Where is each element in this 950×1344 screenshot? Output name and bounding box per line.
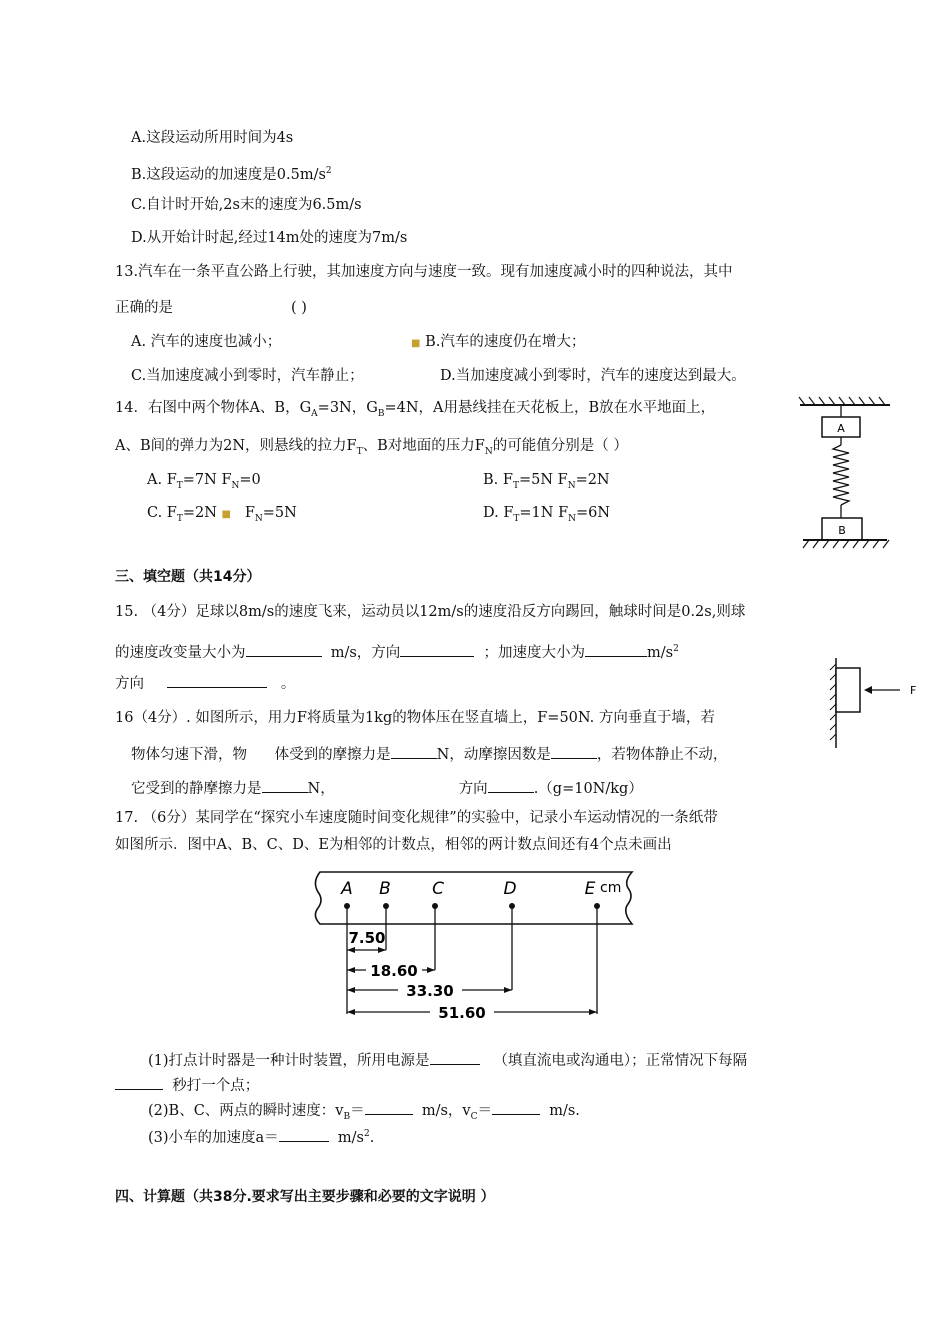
q16-line2: 物体匀速下滑，物 体受到的摩擦力是 N，动摩擦因数是 ，若物体静止不动，: [131, 744, 727, 765]
q16-blank-1[interactable]: [391, 744, 437, 759]
q13-option-a: A. 汽车的速度也减小；: [131, 334, 282, 350]
q15-line2: 的速度改变量大小为 m/s，方向 ；加速度大小为 $m/s^2$: [115, 639, 679, 663]
spring: [833, 445, 849, 505]
block-b-label: B: [838, 524, 846, 537]
section-3-title: 三、填空题（共14分）: [115, 569, 261, 585]
dim-label-ae: 51.60: [438, 1004, 486, 1020]
q16-blank-4[interactable]: [488, 778, 534, 793]
force-label: F: [910, 684, 917, 697]
q12-option-a: A.这段运动所用时间为4s: [131, 130, 294, 146]
q17-blank-4[interactable]: [492, 1100, 540, 1115]
tape-point-b-label: B: [379, 879, 391, 899]
q14-spring-figure: [795, 393, 895, 551]
q16-wall-figure: [822, 656, 924, 752]
q13-stem-line2: 正确的是 ( ): [115, 300, 307, 316]
q15-line1: 15. （4分）足球以8m/s的速度飞来，运动员以12m/s的速度沿反方向踢回，触球时间是0.2s,则球: [115, 604, 746, 620]
q13-option-c: C.当加速度减小到零时，汽车静止；: [131, 368, 364, 384]
q17-blank-3[interactable]: [365, 1100, 413, 1115]
tape-point-d-label: D: [503, 879, 517, 899]
tape-unit-label: cm: [600, 880, 622, 896]
q14-stem-line1: 14．右图中两个物体A、B，$G_A=3N$，$G_B=4N$，A用悬线挂在天花板上，B放在水平地面上，: [115, 400, 716, 419]
q15-line3: 方向 。: [115, 673, 295, 694]
q17-sub3: (3)小车的加速度$a= m/s^2$.: [148, 1124, 374, 1148]
q15-blank-2[interactable]: [400, 642, 474, 657]
q17-line1: 17. （6分）某同学在“探究小车速度随时间变化规律”的实验中，记录小车运动情况的一条纸带: [115, 810, 718, 826]
q16-line1: 16（4分）. 如图所示，用力F将质量为1kg的物体压在竖直墙上，F=50N. 方向垂直于墙，若: [115, 710, 715, 726]
q17-sub1-line1: (1)打点计时器是一种计时装置，所用电源是 （填直流电或沟通电）；正常情况下每隔: [148, 1050, 747, 1071]
q13-option-d: D.当加速度减小到零时，汽车的速度达到最大。: [440, 368, 746, 384]
q17-sub1-line2: 秒打一个点；: [115, 1075, 259, 1096]
paper-tape-figure: [310, 868, 640, 1020]
q17-line2: 如图所示．图中A、B、C、D、E为相邻的计数点，相邻的两计数点间还有4个点未画出: [115, 837, 672, 853]
q17-sub2: (2)B、C、两点的瞬时速度：$v_B= m/s$，$v_C= m/s$.: [148, 1100, 580, 1127]
q15-blank-1[interactable]: [246, 642, 322, 657]
tape-point-e-label: E: [584, 879, 596, 899]
q14-option-c: C. $F_T=2N$ ■ $F_N=5N$: [147, 505, 297, 524]
dim-label-ad: 33.30: [406, 982, 454, 1000]
q15-blank-3[interactable]: [585, 642, 647, 657]
q14-stem-line2: A、B间的弹力为2N，则悬线的拉力$F_T$、B对地面的压力$F_N$的可能值分别是（ ）: [115, 438, 628, 457]
q14-option-a: A. $F_T=7N$ $F_N=0$: [147, 472, 261, 491]
q15-blank-4[interactable]: [167, 673, 267, 688]
q17-blank-5[interactable]: [279, 1127, 329, 1142]
pressed-block: [836, 668, 860, 712]
dim-label-ac: 18.60: [370, 962, 418, 980]
q17-blank-2[interactable]: [115, 1075, 163, 1090]
q13-option-b: ■ B.汽车的速度仍在增大；: [411, 334, 586, 350]
q12-option-c: C.自计时开始,2s末的速度为6.5m/s: [131, 197, 362, 213]
q12-option-b: B.这段运动的加速度是$0.5m/s^2$: [131, 166, 332, 183]
tape-point-c-label: C: [432, 879, 444, 899]
q17-blank-1[interactable]: [430, 1050, 480, 1065]
q12-option-d: D.从开始计时起,经过14m处的速度为7m/s: [131, 230, 408, 246]
tape-point-a-label: A: [341, 879, 353, 899]
q16-line3: 它受到的静摩擦力是 N， 方向 .（g=10N/kg）: [131, 778, 643, 799]
q14-option-d: D. $F_T=1N$ $F_N=6N$: [483, 505, 611, 524]
q14-option-b: B. $F_T=5N$ $F_N=2N$: [483, 472, 610, 491]
q13-stem-line1: 13.汽车在一条平直公路上行驶，其加速度方向与速度一致。现有加速度减小时的四种说法，其中: [115, 264, 733, 280]
block-a-label: A: [837, 422, 845, 435]
q16-blank-3[interactable]: [262, 778, 308, 793]
q16-blank-2[interactable]: [551, 744, 597, 759]
section-4-title: 四、计算题（共38分.要求写出主要步骤和必要的文字说明 ）: [115, 1189, 495, 1205]
dim-label-ab: 7.50: [348, 929, 386, 947]
